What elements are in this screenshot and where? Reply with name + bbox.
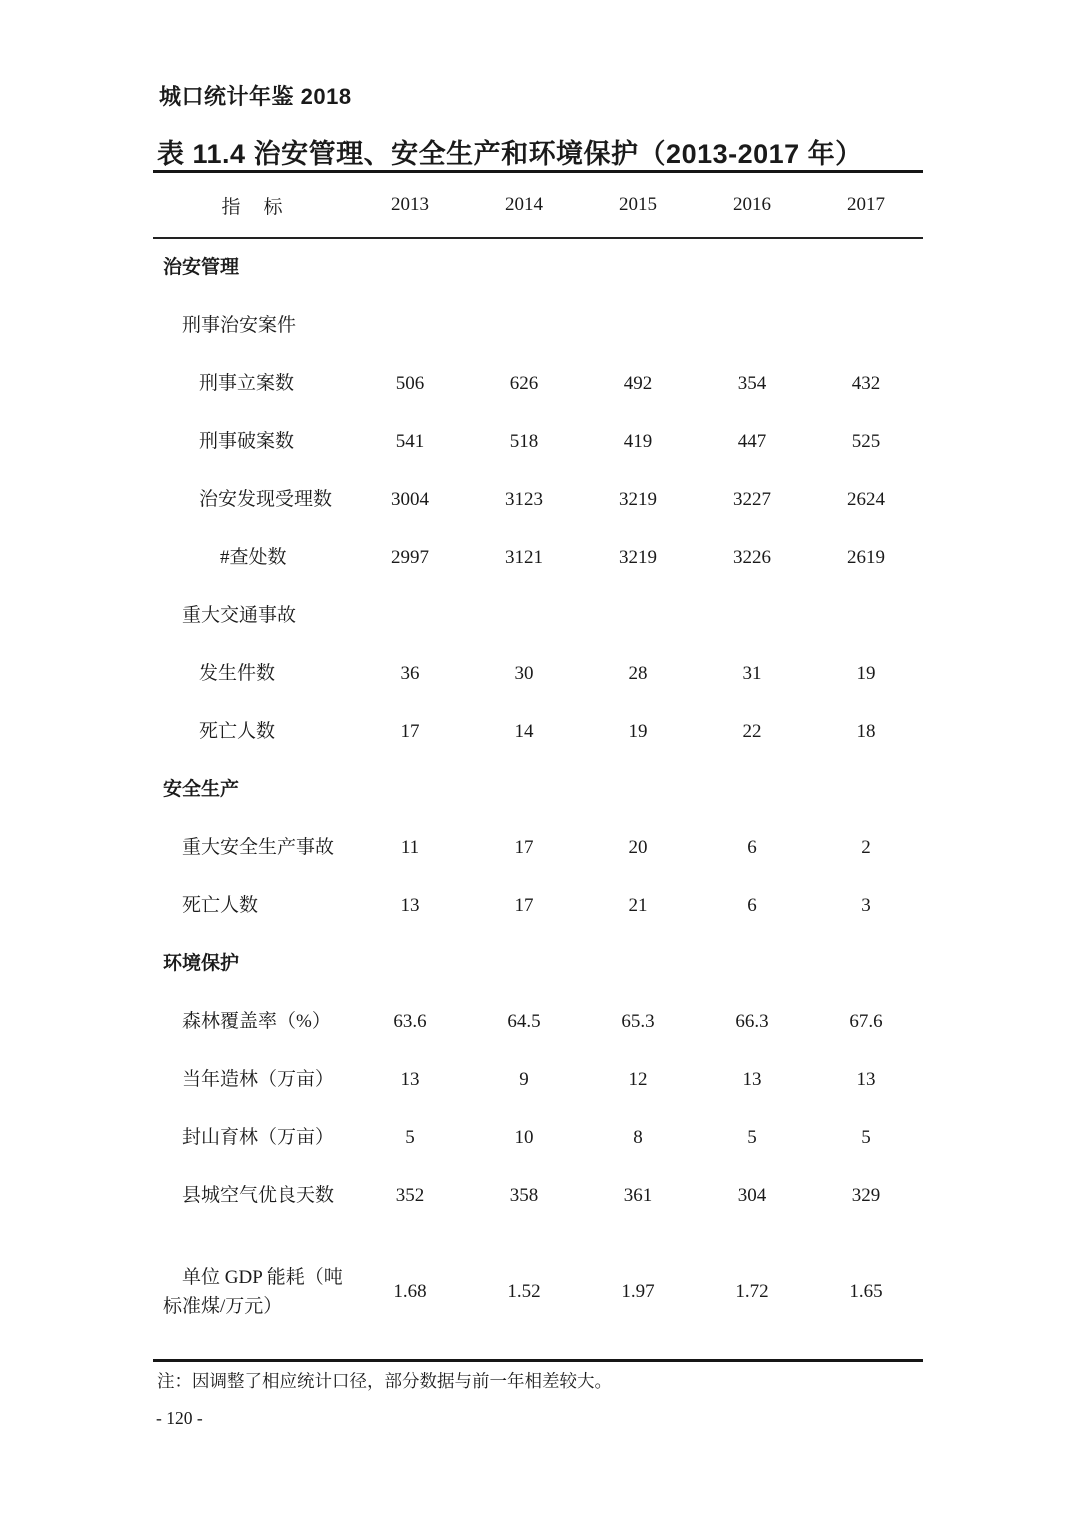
cell-value: 13 [856, 1069, 876, 1090]
statistics-table [153, 170, 923, 1362]
table-row [153, 239, 923, 297]
table-row [153, 471, 923, 529]
cell-value: 3219 [619, 489, 657, 510]
year-column-header: 2016 [733, 194, 771, 215]
row-label: 刑事立案数 [199, 373, 295, 395]
cell-value: 3123 [505, 489, 543, 510]
table-row [153, 355, 923, 413]
cell-value: 447 [737, 431, 767, 452]
cell-value: 17 [514, 837, 534, 858]
cell-value: 14 [514, 721, 534, 742]
row-label: 重大安全生产事故 [182, 837, 335, 859]
cell-value: 354 [737, 373, 767, 394]
cell-value: 626 [509, 373, 539, 394]
cell-value: 8 [633, 1127, 643, 1148]
cell-value: 352 [395, 1185, 425, 1206]
cell-value: 6 [747, 895, 757, 916]
row-label: 当年造林（万亩） [182, 1069, 335, 1091]
row-label: 县城空气优良天数 [182, 1185, 335, 1207]
row-label: #查处数 [220, 547, 287, 569]
row-label: 治安管理 [163, 257, 240, 279]
cell-value: 28 [628, 663, 648, 684]
table-row [153, 645, 923, 703]
cell-value: 1.65 [849, 1281, 883, 1302]
cell-value: 5 [861, 1127, 871, 1148]
cell-value: 3121 [505, 547, 543, 568]
table-row [153, 1225, 923, 1359]
row-label: 死亡人数 [182, 895, 259, 917]
page-number: - 120 - [156, 1408, 203, 1428]
table-row [153, 761, 923, 819]
table-row [153, 819, 923, 877]
row-label: 发生件数 [199, 663, 276, 685]
cell-value: 13 [400, 895, 420, 916]
row-label: 安全生产 [163, 779, 240, 801]
cell-value: 358 [509, 1185, 539, 1206]
cell-value: 66.3 [735, 1011, 769, 1032]
cell-value: 2624 [847, 489, 885, 510]
table-title: 表 11.4 治安管理、安全生产和环境保护（2013-2017 年） [157, 139, 863, 169]
table-row [153, 297, 923, 355]
cell-value: 22 [742, 721, 762, 742]
cell-value: 63.6 [393, 1011, 427, 1032]
cell-value: 19 [856, 663, 876, 684]
cell-value: 3 [861, 895, 871, 916]
cell-value: 5 [405, 1127, 415, 1148]
cell-value: 21 [628, 895, 648, 916]
cell-value: 1.72 [735, 1281, 769, 1302]
table-header-row [153, 173, 923, 239]
cell-value: 3227 [733, 489, 771, 510]
cell-value: 18 [856, 721, 876, 742]
year-column-header: 2017 [847, 194, 885, 215]
table-row [153, 877, 923, 935]
cell-value: 5 [747, 1127, 757, 1148]
cell-value: 2 [861, 837, 871, 858]
cell-value: 13 [742, 1069, 762, 1090]
cell-value: 11 [400, 837, 420, 858]
cell-value: 31 [742, 663, 762, 684]
cell-value: 525 [851, 431, 881, 452]
cell-value: 419 [623, 431, 653, 452]
cell-value: 1.52 [507, 1281, 541, 1302]
cell-value: 9 [519, 1069, 529, 1090]
year-column-header: 2013 [391, 194, 429, 215]
cell-value: 17 [514, 895, 534, 916]
cell-value: 12 [628, 1069, 648, 1090]
cell-value: 20 [628, 837, 648, 858]
row-label: 刑事破案数 [199, 431, 295, 453]
row-label: 重大交通事故 [182, 605, 297, 627]
cell-value: 6 [747, 837, 757, 858]
cell-value: 2997 [391, 547, 429, 568]
cell-value: 10 [514, 1127, 534, 1148]
cell-value: 67.6 [849, 1011, 883, 1032]
row-label: 死亡人数 [199, 721, 276, 743]
table-row [153, 413, 923, 471]
table-row [153, 1109, 923, 1167]
table-note: 注：因调整了相应统计口径，部分数据与前一年相差较大。 [157, 1371, 612, 1391]
cell-value: 3004 [391, 489, 429, 510]
row-label: 单位 GDP 能耗（吨标准煤/万元） [163, 1266, 343, 1317]
cell-value: 19 [628, 721, 648, 742]
cell-value: 1.68 [393, 1281, 427, 1302]
row-label: 森林覆盖率（%） [182, 1011, 331, 1033]
row-label: 封山育林（万亩） [182, 1127, 335, 1149]
table-row [153, 1051, 923, 1109]
cell-value: 65.3 [621, 1011, 655, 1032]
cell-value: 1.97 [621, 1281, 655, 1302]
cell-value: 2619 [847, 547, 885, 568]
cell-value: 432 [851, 373, 881, 394]
cell-value: 304 [737, 1185, 767, 1206]
year-column-header: 2015 [619, 194, 657, 215]
cell-value: 361 [623, 1185, 653, 1206]
table-row [153, 703, 923, 761]
table-row [153, 993, 923, 1051]
cell-value: 518 [509, 431, 539, 452]
indicator-column-header: 指 标 [221, 196, 285, 218]
row-label: 环境保护 [163, 953, 240, 975]
cell-value: 13 [400, 1069, 420, 1090]
cell-value: 3219 [619, 547, 657, 568]
year-column-header: 2014 [505, 194, 543, 215]
cell-value: 506 [395, 373, 425, 394]
table-body [153, 239, 923, 1359]
row-label: 治安发现受理数 [199, 489, 333, 511]
cell-value: 492 [623, 373, 653, 394]
cell-value: 64.5 [507, 1011, 541, 1032]
cell-value: 329 [851, 1185, 881, 1206]
cell-value: 3226 [733, 547, 771, 568]
cell-value: 30 [514, 663, 534, 684]
yearbook-title: 城口统计年鉴 2018 [159, 84, 352, 109]
table-row [153, 1167, 923, 1225]
table-row [153, 529, 923, 587]
cell-value: 541 [395, 431, 425, 452]
cell-value: 36 [400, 663, 420, 684]
table-row [153, 935, 923, 993]
cell-value: 17 [400, 721, 420, 742]
table-row [153, 587, 923, 645]
row-label: 刑事治安案件 [182, 315, 297, 337]
